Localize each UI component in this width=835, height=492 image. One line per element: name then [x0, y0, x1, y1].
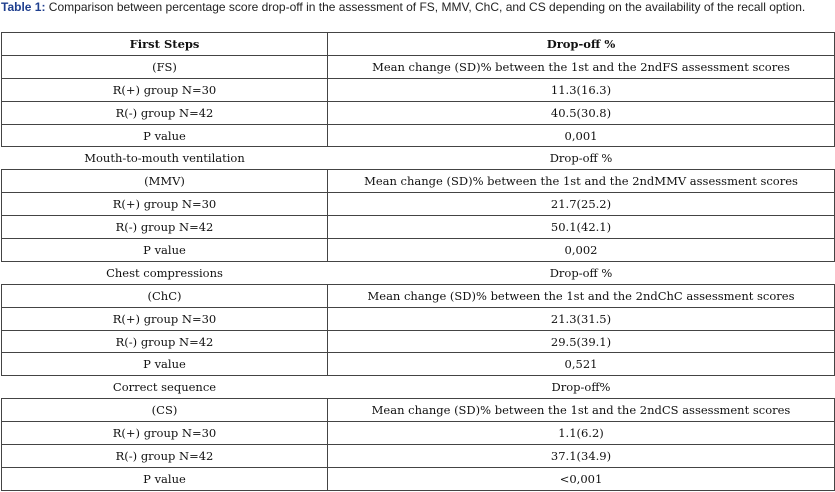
- table-row: [2, 78, 835, 101]
- row-value-cell: <0,001: [328, 467, 835, 490]
- table-row: [2, 445, 835, 468]
- row-label-cell: R(+) group N=30: [2, 307, 328, 330]
- row-label-cell: (ChC): [2, 284, 328, 307]
- row-value-cell: 21.3(31.5): [328, 307, 835, 330]
- section-label-cell: Correct sequence: [2, 376, 328, 399]
- row-label-cell: R(-) group N=42: [2, 216, 328, 239]
- section-value-cell: Drop-off%: [328, 376, 835, 399]
- row-value-cell: 11.3(16.3): [328, 78, 835, 101]
- table-row: [2, 101, 835, 124]
- row-label-cell: (FS): [2, 55, 328, 78]
- table-row: [2, 422, 835, 445]
- table-row: [2, 124, 835, 147]
- table-row: [2, 147, 835, 170]
- table-header-row: [2, 33, 835, 56]
- table-row: [2, 170, 835, 193]
- section-value-cell: Drop-off %: [328, 147, 835, 170]
- row-label-cell: (MMV): [2, 170, 328, 193]
- row-label-cell: P value: [2, 239, 328, 262]
- section-label-cell: Chest compressions: [2, 261, 328, 284]
- table-row: [2, 376, 835, 399]
- data-table: [1, 32, 835, 491]
- row-value-cell: 40.5(30.8): [328, 101, 835, 124]
- row-value-cell: 37.1(34.9): [328, 445, 835, 468]
- table-row: [2, 261, 835, 284]
- table-row: [2, 399, 835, 422]
- table-row: [2, 307, 835, 330]
- row-value-cell: 29.5(39.1): [328, 330, 835, 353]
- row-label-cell: R(-) group N=42: [2, 101, 328, 124]
- row-value-cell: Mean change (SD)% between the 1st and the 2ndCS assessment scores: [328, 399, 835, 422]
- row-value-cell: Mean change (SD)% between the 1st and the 2ndChC assessment scores: [328, 284, 835, 307]
- row-value-cell: 50.1(42.1): [328, 216, 835, 239]
- row-label-cell: P value: [2, 124, 328, 147]
- row-value-cell: 0,521: [328, 353, 835, 376]
- row-value-cell: Mean change (SD)% between the 1st and the 2ndFS assessment scores: [328, 55, 835, 78]
- row-value-cell: 0,001: [328, 124, 835, 147]
- table-row: [2, 353, 835, 376]
- table-row: [2, 239, 835, 262]
- header-cell-drop-off: Drop-off %: [328, 33, 835, 56]
- table-row: [2, 55, 835, 78]
- row-value-cell: 21.7(25.2): [328, 193, 835, 216]
- table-row: [2, 284, 835, 307]
- table-row: [2, 467, 835, 490]
- caption-text: Comparison between percentage score drop-off in the assessment of FS, MMV, ChC, and CS depending on the availability of the recall option.: [45, 0, 806, 14]
- section-label-cell: Mouth-to-mouth ventilation: [2, 147, 328, 170]
- table-row: [2, 330, 835, 353]
- table-row: [2, 193, 835, 216]
- row-value-cell: 0,002: [328, 239, 835, 262]
- row-label-cell: (CS): [2, 399, 328, 422]
- table-caption: [1, 0, 835, 14]
- row-label-cell: P value: [2, 353, 328, 376]
- row-label-cell: R(+) group N=30: [2, 422, 328, 445]
- row-label-cell: R(+) group N=30: [2, 193, 328, 216]
- row-value-cell: 1.1(6.2): [328, 422, 835, 445]
- section-value-cell: Drop-off %: [328, 261, 835, 284]
- table-row: [2, 216, 835, 239]
- row-label-cell: P value: [2, 467, 328, 490]
- row-label-cell: R(+) group N=30: [2, 78, 328, 101]
- row-value-cell: Mean change (SD)% between the 1st and the 2ndMMV assessment scores: [328, 170, 835, 193]
- caption-label: Table 1:: [1, 0, 46, 14]
- row-label-cell: R(-) group N=42: [2, 330, 328, 353]
- row-label-cell: R(-) group N=42: [2, 445, 328, 468]
- header-cell-first-steps: First Steps: [2, 33, 328, 56]
